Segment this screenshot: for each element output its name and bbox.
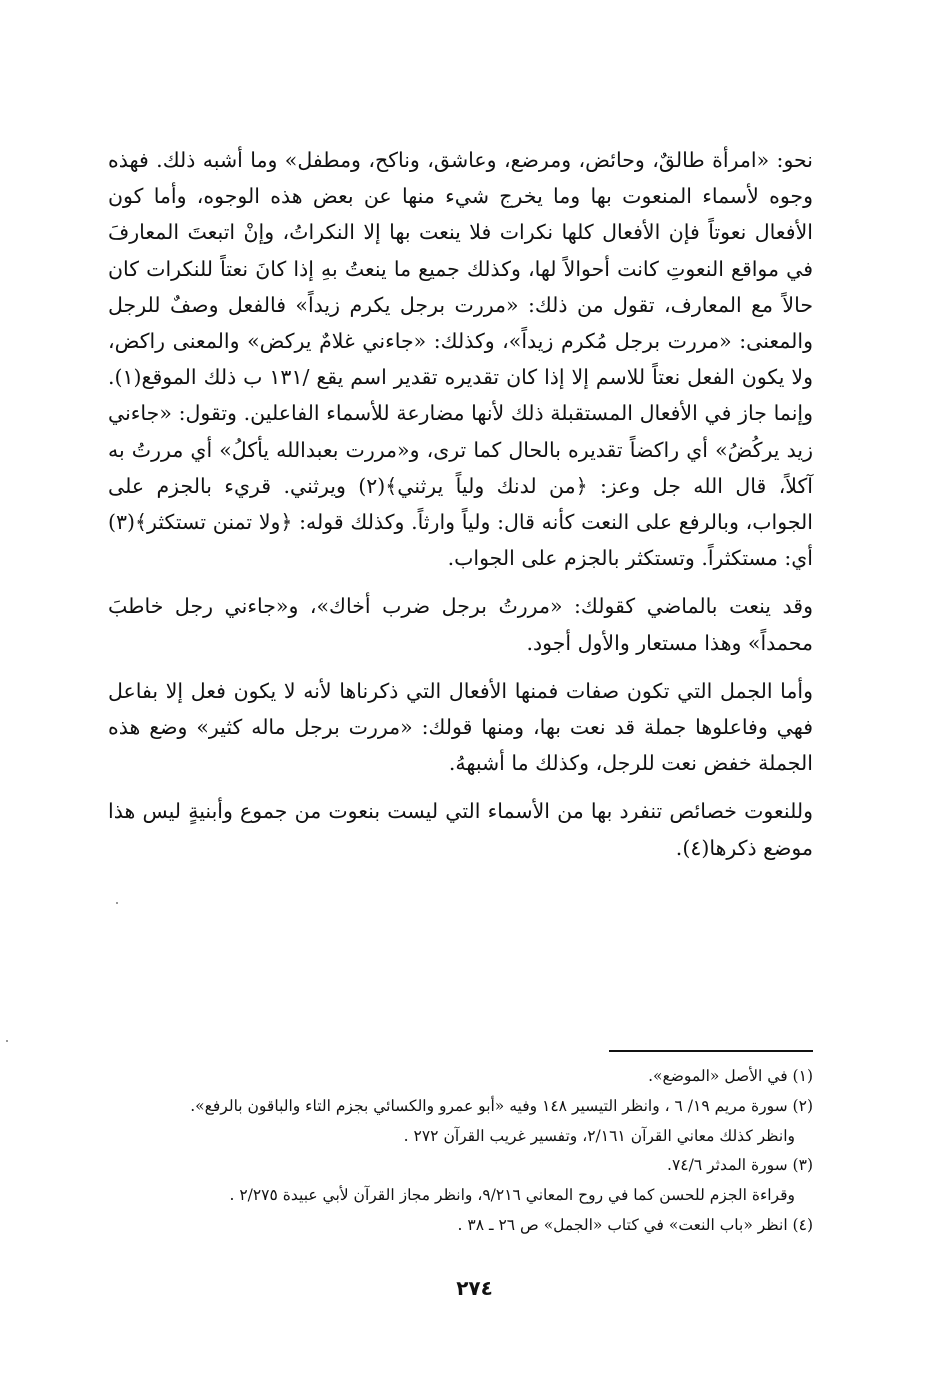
footnote-divider	[609, 1050, 813, 1052]
paragraph-1: نحو: «امرأة طالقٌ، وحائض، ومرضع، وعاشق، وناكح، ومطفل» وما أشبه ذلك. فهذه وجوه لأسماء المنعوت بها وما يخرج شيء منها عن بعض هذه الوجوه، وأما كون الأفعال نعوتاً فإن الأفعال كلها نكرات فلا ينعت بها إلا النكراتُ، وإنْ اتبعتَ المعارفَ في مواقع النعوتِ كانت أحوالاً لها، وكذلك جميع ما ينعتُ بهِ إذا كانَ نعتاً للنكرات كان حالاً مع المعارف، تقول من ذلك: «مررت برجل يكرم زيداً» فالفعل وصفٌ للرجل والمعنى: «مررت برجل مُكرم زيداً»، وكذلك: «جاءني غلامٌ يركض» والمعنى راكض، ولا يكون الفعل نعتاً للاسم إلا إذا كان تقديره تقدير اسم يقع /١٣١ ب ذلك الموقع(١). وإنما جاز في الأفعال المستقبلة ذلك لأنها مضارعة للأسماء الفاعلين. وتقول: «جاءني زيد يركُضُ» أي راكضاً تقديره بالحال كما ترى، و«مررت بعبدالله يأكلُ» أي مررتُ به آكلاً، قال الله جل وعز: ﴿من لدنك ولياً يرثني﴾(٢) ويرثني. قريء بالجزم على الجواب، وبالرفع على النعت كأنه قال: ولياً وارثاً. وكذلك قوله: ﴿ولا تمنن تستكثر﴾(٣) أي: مستكثراً. وتستكثر بالجزم على الجواب.	[108, 148, 813, 571]
footnote-4: (٤) انظر «باب النعت» في كتاب «الجمل» ص ٢٦ ـ ٣٨ .	[457, 1215, 813, 1234]
scan-speck	[116, 902, 118, 904]
footnote-3-continued: وقراءة الجزم للحسن كما في روح المعاني ٩/٢١٦، وانظر مجاز القرآن لأبي عبيدة ٢/٢٧٥ .	[229, 1186, 795, 1205]
paragraph-2: وقد ينعت بالماضي كقولك: «مررتُ برجل ضرب أخاك»، و«جاءني رجل خاطبَ محمداً» وهذا مستعار والأول أجود.	[108, 594, 813, 655]
paragraph-4: وللنعوت خصائص تنفرد بها من الأسماء التي ليست بنعوت من جموع وأبنيةٍ ليس هذا موضع ذكرها(٤).	[108, 799, 813, 860]
footnote-3: (٣) سورة المدثر ٧٤/٦.	[667, 1156, 813, 1175]
page-number: ٢٧٤	[456, 1276, 493, 1300]
footnote-1: (١) في الأصل «الموضع».	[648, 1067, 813, 1085]
main-text	[108, 142, 813, 878]
footnote-2-continued: وانظر كذلك معاني القرآن ٢/١٦١، وتفسير غريب القرآن ٢٧٢ .	[403, 1126, 795, 1145]
scan-speck	[6, 1040, 8, 1042]
paragraph-3: وأما الجمل التي تكون صفات فمنها الأفعال التي ذكرناها لأنه لا يكون فعل إلا بفاعل فهي وفاعلوها جملة قد نعت بها، ومنها قولك: «مررت برجل ماله كثير» وضع هذه الجملة خفض نعت للرجل، وكذلك ما أشبههُ.	[108, 678, 813, 776]
footnote-2: (٢) سورة مريم ١٩/ ٦ ، وانظر التيسير ١٤٨ وفيه «أبو عمرو والكسائي بجزم التاء والباقون بالرفع».	[190, 1096, 813, 1115]
footnotes	[108, 1062, 813, 1241]
